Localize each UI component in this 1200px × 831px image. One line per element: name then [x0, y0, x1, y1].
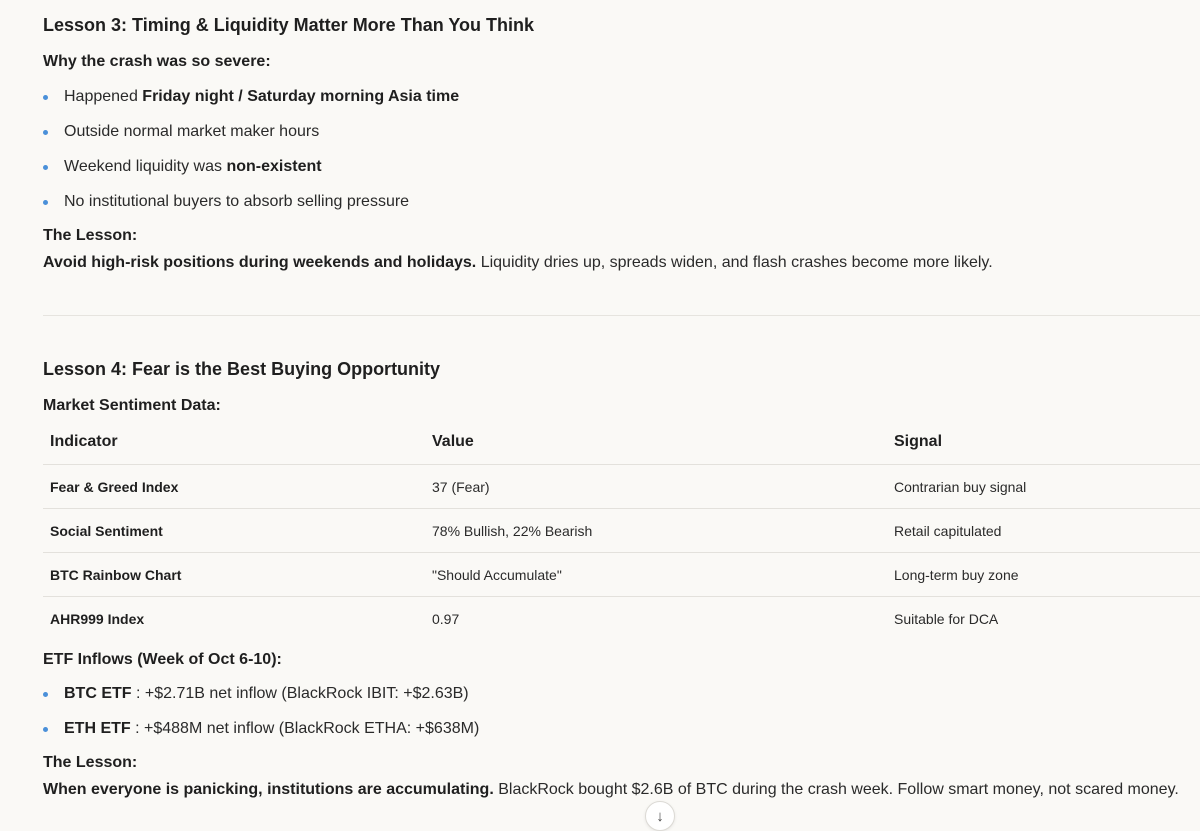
table-row: [43, 597, 1200, 641]
table-cell-value: 37 (Fear): [425, 465, 887, 509]
scroll-down-button[interactable]: [645, 801, 675, 831]
list-item-text: Outside normal market maker hours: [64, 123, 320, 140]
list-item: [43, 121, 459, 156]
bullet-dot-icon: [43, 130, 48, 135]
table-header-value: Value: [425, 420, 887, 465]
table-cell-signal: Long-term buy zone: [887, 553, 1200, 597]
table-row: [43, 553, 1200, 597]
lesson3-subheading: Why the crash was so severe:: [43, 53, 271, 70]
lesson3-lesson-bold: Avoid high-risk positions during weekends and holidays.: [43, 254, 477, 271]
etf-inflows-heading: ETF Inflows (Week of Oct 6-10):: [43, 651, 282, 668]
lesson4-heading: Lesson 4: Fear is the Best Buying Opportunity: [43, 359, 441, 379]
section-divider: [43, 315, 1200, 316]
table-row: [43, 509, 1200, 553]
list-item: [43, 86, 459, 121]
list-item-text: : +$2.71B net inflow (BlackRock IBIT: +$2.63B): [131, 685, 469, 702]
bullet-dot-icon: [43, 200, 48, 205]
list-item-bold: BTC ETF: [64, 685, 132, 702]
lesson3-lesson-label: The Lesson:: [43, 227, 138, 244]
lesson4-lesson-rest: BlackRock bought $2.6B of BTC during the crash week. Follow smart money, not scared money.: [493, 781, 1179, 798]
list-item-bold: Friday night / Saturday morning Asia time: [142, 88, 460, 105]
table-cell-indicator: Fear & Greed Index: [43, 465, 425, 509]
list-item-text: Happened: [64, 88, 143, 105]
table-cell-indicator: Social Sentiment: [43, 509, 425, 553]
bullet-dot-icon: [43, 95, 48, 100]
table-cell-indicator: BTC Rainbow Chart: [43, 553, 425, 597]
arrow-down-icon: ↓: [656, 807, 664, 825]
list-item-text: : +$488M net inflow (BlackRock ETHA: +$638M): [130, 720, 480, 737]
lesson3-heading: Lesson 3: Timing & Liquidity Matter More Than You Think: [43, 15, 535, 35]
bullet-dot-icon: [43, 692, 48, 697]
sentiment-table: [43, 420, 1200, 640]
list-item-text: Weekend liquidity was: [64, 158, 227, 175]
lesson3-bullet-list: [43, 86, 459, 226]
list-item: [43, 156, 459, 191]
table-cell-value: 78% Bullish, 22% Bearish: [425, 509, 887, 553]
table-cell-signal: Contrarian buy signal: [887, 465, 1200, 509]
list-item-bold: ETH ETF: [64, 720, 131, 737]
table-cell-value: "Should Accumulate": [425, 553, 887, 597]
lesson4-lesson-text: [43, 779, 1179, 801]
etf-bullet-list: [43, 683, 479, 753]
lesson3-lesson-text: [43, 252, 993, 274]
table-cell-value: 0.97: [432, 610, 460, 627]
lesson4-lesson-bold: When everyone is panicking, institutions are accumulating.: [43, 781, 494, 798]
lesson4-subheading: Market Sentiment Data:: [43, 397, 221, 414]
list-item-text: No institutional buyers to absorb selling pressure: [64, 193, 410, 210]
list-item: [43, 718, 479, 753]
table-row: [43, 465, 1200, 509]
list-item: [43, 191, 459, 226]
table-cell-signal: Retail capitulated: [887, 509, 1200, 553]
table-cell-signal: Suitable for DCA: [894, 610, 999, 627]
bullet-dot-icon: [43, 165, 48, 170]
table-header-indicator: Indicator: [43, 420, 425, 465]
list-item-bold: non-existent: [226, 158, 322, 175]
table-header-signal: Signal: [887, 420, 1200, 465]
lesson3-lesson-rest: Liquidity dries up, spreads widen, and flash crashes become more likely.: [476, 254, 993, 271]
lesson4-lesson-label: The Lesson:: [43, 754, 138, 771]
bullet-dot-icon: [43, 727, 48, 732]
table-cell-indicator: AHR999 Index: [50, 610, 145, 627]
list-item: [43, 683, 479, 718]
table-header-row: [43, 420, 1200, 465]
